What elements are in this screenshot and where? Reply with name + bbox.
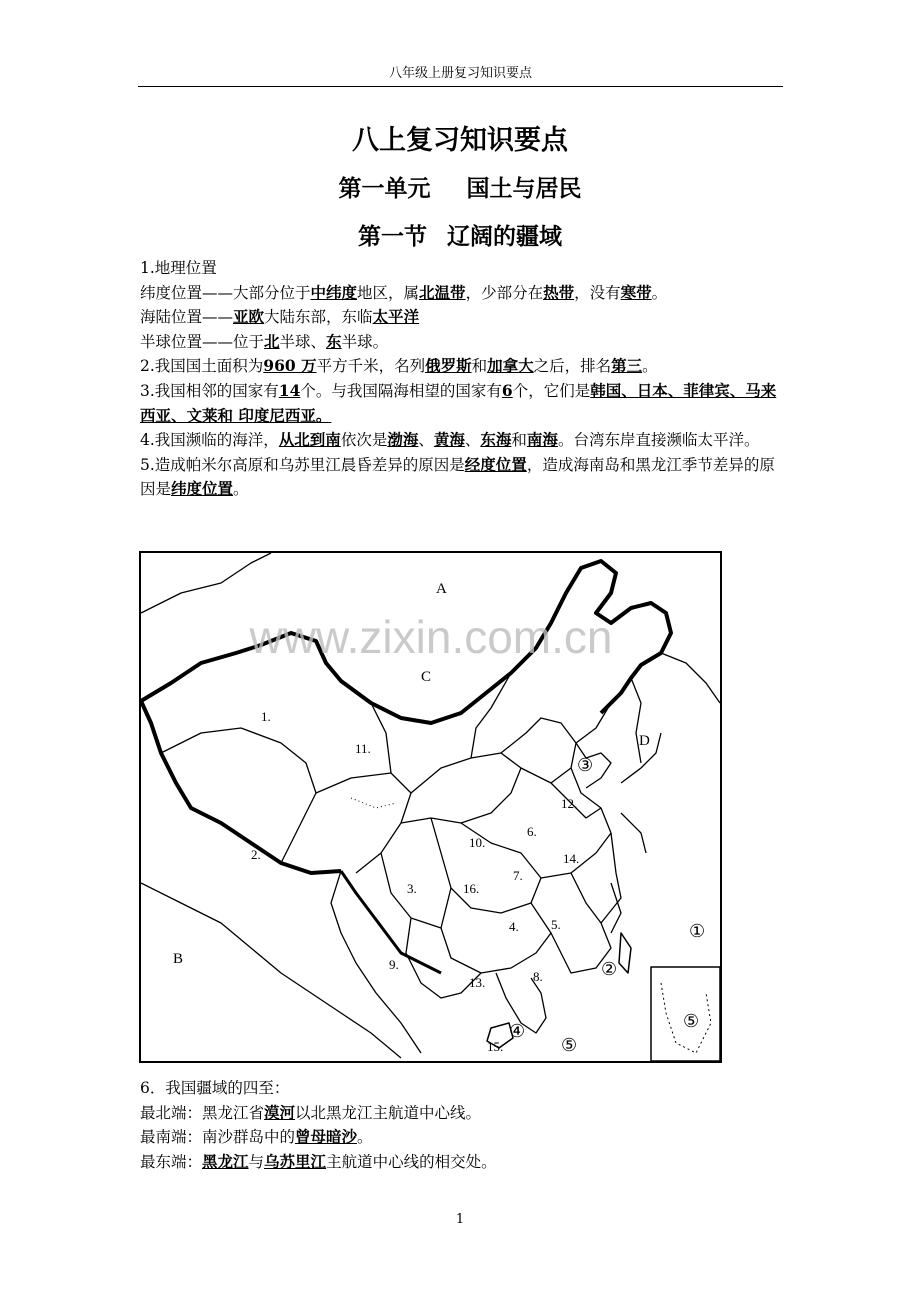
answer: 14 — [278, 380, 301, 400]
text: 、 — [418, 431, 434, 450]
west-border — [141, 701, 341, 873]
map-label-1: 1. — [261, 709, 271, 724]
answer: 寒带 — [620, 282, 652, 302]
text: ，少部分在 — [465, 283, 544, 302]
text: 大陆东部，东临 — [264, 308, 373, 327]
china-outline-map — [139, 551, 722, 1063]
answer: 北 — [264, 331, 280, 351]
text: 最南端：南沙群岛中的 — [140, 1128, 296, 1147]
map-label-D: D — [639, 733, 650, 749]
map-label-circle-4: ④ — [509, 1021, 526, 1041]
map-label-circle-3: ③ — [577, 755, 594, 775]
map-label-8: 8. — [533, 969, 543, 984]
map-label-circle-1: ① — [689, 921, 706, 941]
section-name: 辽阔的疆域 — [447, 224, 562, 250]
map-label-circle-5-inset: ⑤ — [683, 1011, 700, 1031]
answer: 渤海 — [387, 430, 419, 450]
text: 半球、 — [279, 332, 327, 351]
page-number: 1 — [455, 1212, 465, 1227]
map-label-circle-5: ⑤ — [561, 1035, 578, 1055]
answer: 黑龙江 — [202, 1151, 249, 1171]
section-label: 第一节 — [358, 224, 427, 250]
answer: 经度位置 — [464, 454, 527, 474]
extremes-title: 6．我国疆域的四至： — [140, 1079, 290, 1097]
text: 4.我国濒临的海洋， — [140, 431, 279, 450]
text: 。 — [642, 357, 658, 376]
map-label-A: A — [436, 581, 447, 597]
text: 5.造成帕米尔高原和乌苏里江晨昏差异的原因是 — [140, 455, 465, 474]
text: 最北端：黑龙江省 — [140, 1103, 265, 1122]
sea-land-position — [140, 305, 790, 330]
map-label-circle-2: ② — [601, 959, 618, 979]
map-label-10: 10. — [469, 835, 486, 850]
area-point — [140, 354, 790, 379]
answer: 加拿大 — [487, 356, 534, 376]
text: 依次是 — [340, 431, 388, 450]
answer: 韩国、日本、菲律宾、马来西亚、文莱和 印度尼西亚。 — [140, 380, 777, 425]
text: 半球位置——位于 — [140, 332, 265, 351]
doc-title: 八上复习知识要点 — [352, 125, 568, 156]
text: 最东端： — [140, 1152, 203, 1171]
answer: 第三 — [611, 356, 643, 376]
answer: 黄海 — [433, 430, 465, 450]
answer: 中纬度 — [310, 282, 358, 302]
northernmost-point — [140, 1101, 790, 1126]
page-header: 八年级上册复习知识要点 — [138, 62, 783, 87]
answer: 北温带 — [419, 282, 466, 302]
answer: 东 — [326, 331, 342, 351]
southernmost-point — [140, 1125, 790, 1150]
map-label-C: C — [421, 669, 432, 685]
map-drawing — [141, 553, 720, 1061]
text: 、 — [464, 431, 481, 450]
text: 和 — [511, 431, 527, 450]
answer: 漠河 — [264, 1102, 296, 1122]
watermark: www.zixin.com.cn — [249, 611, 613, 663]
easternmost-point — [140, 1150, 790, 1175]
text: 平方千米，名列 — [316, 357, 426, 376]
seas-point — [140, 428, 790, 453]
answer: 6 — [501, 380, 513, 400]
text: ，造成海南岛和黑龙江季节差异的原因是 — [140, 455, 775, 499]
answer: 热带 — [543, 282, 575, 302]
map-label-14: 14. — [563, 851, 580, 866]
map-label-9: 9. — [389, 957, 399, 972]
map-label-6: 6. — [527, 824, 537, 839]
text: 半球。 — [341, 332, 389, 351]
answer: 东海 — [480, 430, 512, 450]
answer: 纬度位置 — [171, 479, 234, 499]
answer: 亚欧 — [233, 307, 265, 327]
map-label-3: 3. — [407, 881, 417, 896]
text: 。台湾东岸直接濒临太平洋。 — [557, 431, 760, 450]
map-label-15: 15. — [487, 1039, 504, 1054]
answer: 俄罗斯 — [425, 356, 472, 376]
text: 之后，排名 — [533, 357, 612, 376]
taiwan-outline — [619, 933, 631, 973]
text: 以北黑龙江主航道中心线。 — [295, 1103, 482, 1122]
text: 纬度位置——大部分位于 — [140, 283, 311, 302]
unit-heading — [0, 170, 920, 203]
knowledge-points — [140, 257, 790, 502]
answer: 曾母暗沙 — [295, 1127, 358, 1147]
map-label-B: B — [173, 951, 184, 967]
neighbors-point — [140, 379, 790, 428]
text: 个。与我国隔海相望的国家有 — [300, 381, 502, 400]
text: 海陆位置—— — [140, 308, 234, 327]
text: 地区，属 — [357, 283, 420, 302]
section-heading — [0, 218, 920, 251]
answer: 从北到南 — [278, 430, 341, 450]
text: 主航道中心线的相交处。 — [326, 1152, 497, 1171]
text: ，没有 — [574, 283, 621, 302]
map-label-16: 16. — [463, 881, 480, 896]
map-label-13: 13. — [469, 975, 486, 990]
answer: 南海 — [526, 430, 558, 450]
text: 2.我国国土面积为 — [140, 357, 264, 376]
answer: 960 万 — [263, 356, 317, 376]
map-label-11: 11. — [355, 741, 371, 756]
hemisphere-position — [140, 330, 790, 355]
point-1-title: 1.地理位置 — [140, 259, 217, 277]
map-label-7: 7. — [513, 868, 523, 883]
answer: 太平洋 — [372, 307, 420, 327]
text: 与 — [248, 1152, 265, 1171]
text: 。 — [233, 480, 249, 499]
unit-name: 国土与居民 — [466, 176, 582, 202]
map-label-4: 4. — [509, 919, 519, 934]
unit-label: 第一单元 — [338, 176, 431, 202]
map-label-5: 5. — [551, 917, 561, 932]
map-label-12: 12. — [561, 796, 578, 811]
map-label-2: 2. — [251, 847, 261, 862]
text: 3.我国相邻的国家有 — [140, 381, 279, 400]
text: 。 — [651, 283, 668, 302]
text: 。 — [357, 1128, 373, 1147]
latitude-position — [140, 281, 790, 306]
text: 个，它们是 — [512, 381, 591, 400]
difference-point — [140, 453, 790, 502]
territory-extremes — [140, 1077, 790, 1174]
answer: 乌苏里江 — [264, 1151, 327, 1171]
text: 和 — [471, 357, 488, 376]
